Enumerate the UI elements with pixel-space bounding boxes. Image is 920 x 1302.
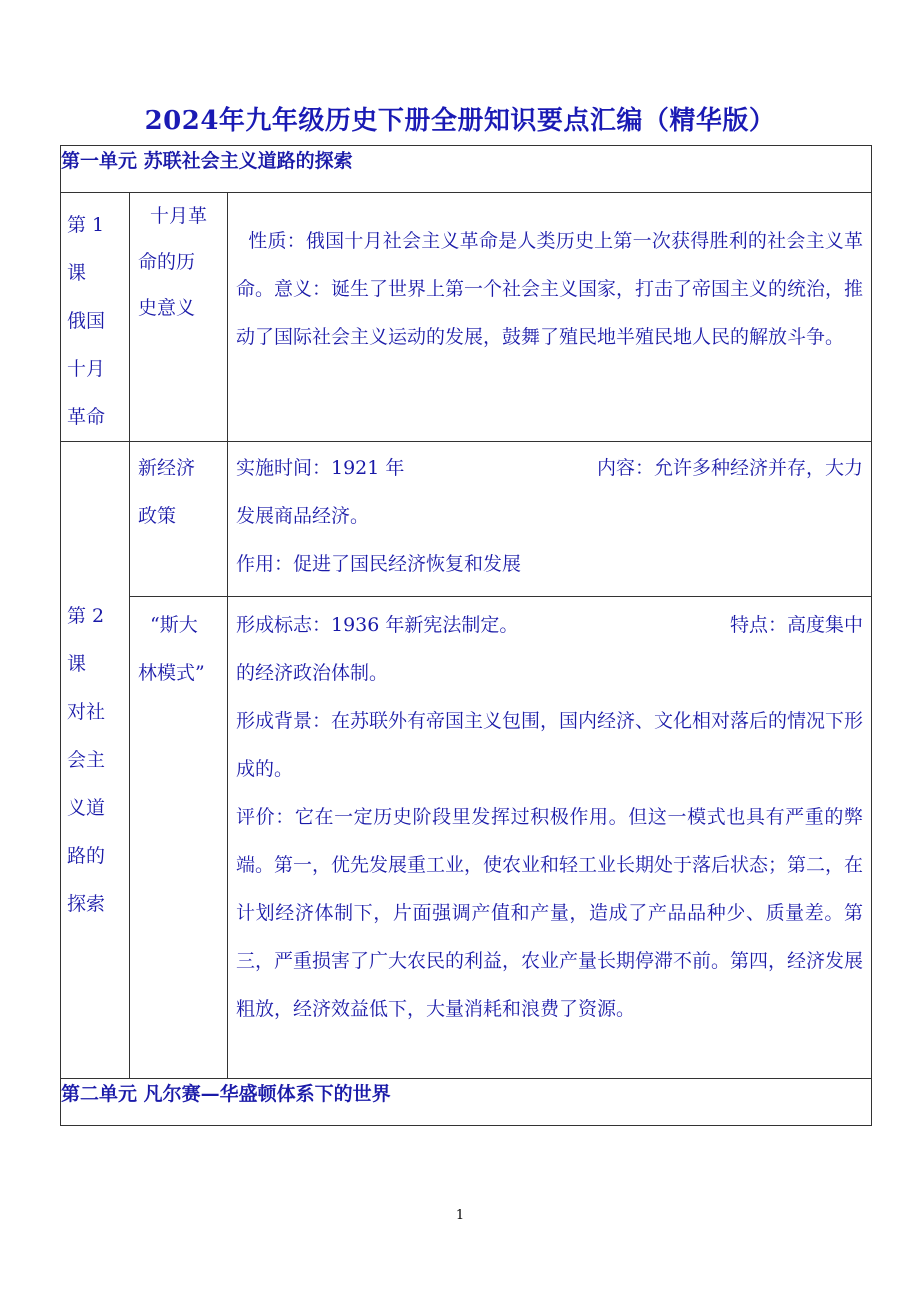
- nep-content-head: 内容：允许多种经济并存，大力: [597, 457, 864, 479]
- stalin-topic-line: 林模式”: [138, 662, 205, 684]
- lesson-2-name: [61, 442, 130, 1079]
- stalin-topic-line: “斯大: [150, 614, 198, 636]
- stalin-evaluation: 评价：它在一定历史阶段里发挥过积极作用。但这一模式也具有严重的弊端。第一，优先发展重工业，使农业和轻工业长期处于落后状态；第二，在计划经济体制下，片面强调产值和产量，造成了产品品种少、质量差。第三，严重损害了广大农民的利益，农业产量长期停滞不前。第四，经济发展粗放，经济效益低下，大量消耗和浪费了资源。: [236, 806, 864, 1020]
- lesson-2-name-line: 路的: [67, 845, 106, 867]
- knowledge-table: [60, 145, 872, 1126]
- lesson-2-name-line: 对社: [67, 701, 106, 723]
- page-title: 2024年九年级历史下册全册知识要点汇编（精华版）: [144, 106, 776, 136]
- nep-topic-line: 新经济: [138, 457, 196, 479]
- page-number: 1: [455, 1208, 465, 1223]
- lesson-1-row: [61, 193, 872, 442]
- stalin-feature-head: 特点：高度集中: [730, 614, 864, 636]
- lesson-1-name: [61, 193, 130, 442]
- nep-row: [61, 442, 872, 597]
- nep-time: 实施时间：1921 年: [236, 457, 405, 479]
- lesson-2-name-line: 义道: [67, 797, 106, 819]
- nep-content: [228, 442, 872, 597]
- lesson-1-topic-line: 命的历: [138, 251, 196, 273]
- lesson-2-name-line: 第 2: [67, 605, 105, 627]
- lesson-1-topic: [130, 193, 228, 442]
- unit-2-heading: 第二单元 凡尔赛—华盛顿体系下的世界: [61, 1079, 872, 1126]
- stalin-background: 形成背景：在苏联外有帝国主义包围，国内经济、文化相对落后的情况下形成的。: [236, 710, 864, 780]
- lesson-1-content: [228, 193, 872, 442]
- lesson-2-name-line: 课: [67, 653, 87, 675]
- lesson-1-topic-line: 十月革: [150, 205, 208, 227]
- lesson-1-name-line: 十月: [67, 358, 106, 380]
- nep-content-tail: 发展商品经济。: [236, 505, 370, 527]
- unit-1-heading: 第一单元 苏联社会主义道路的探索: [61, 146, 872, 193]
- stalin-line-1: [236, 601, 863, 649]
- lesson-1-name-line: 革命: [67, 406, 106, 428]
- nep-line-1: [236, 444, 863, 492]
- lesson-1-name-line: 课: [67, 262, 87, 284]
- unit-row-2: [61, 1079, 872, 1126]
- stalin-topic: [130, 597, 228, 1079]
- lesson-1-content-text: 性质：俄国十月社会主义革命是人类历史上第一次获得胜利的社会主义革命。意义：诞生了世界上第一个社会主义国家，打击了帝国主义的统治，推动了国际社会主义运动的发展，鼓舞了殖民地半殖民地人民的解放斗争。: [236, 230, 864, 348]
- lesson-1-topic-line: 史意义: [138, 297, 196, 319]
- nep-effect: 作用：促进了国民经济恢复和发展: [236, 553, 522, 575]
- lesson-2-name-line: 会主: [67, 749, 106, 771]
- lesson-1-name-line: 俄国: [67, 310, 106, 332]
- nep-topic-line: 政策: [138, 505, 177, 527]
- stalin-feature-tail: 的经济政治体制。: [236, 662, 389, 684]
- lesson-2-name-line: 探索: [67, 893, 106, 915]
- stalin-mark: 形成标志：1936 年新宪法制定。: [236, 614, 519, 636]
- lesson-1-name-line: 第 1: [67, 214, 105, 236]
- nep-topic: [130, 442, 228, 597]
- stalin-content: [228, 597, 872, 1079]
- unit-row-1: [61, 146, 872, 193]
- stalin-row: [61, 597, 872, 1079]
